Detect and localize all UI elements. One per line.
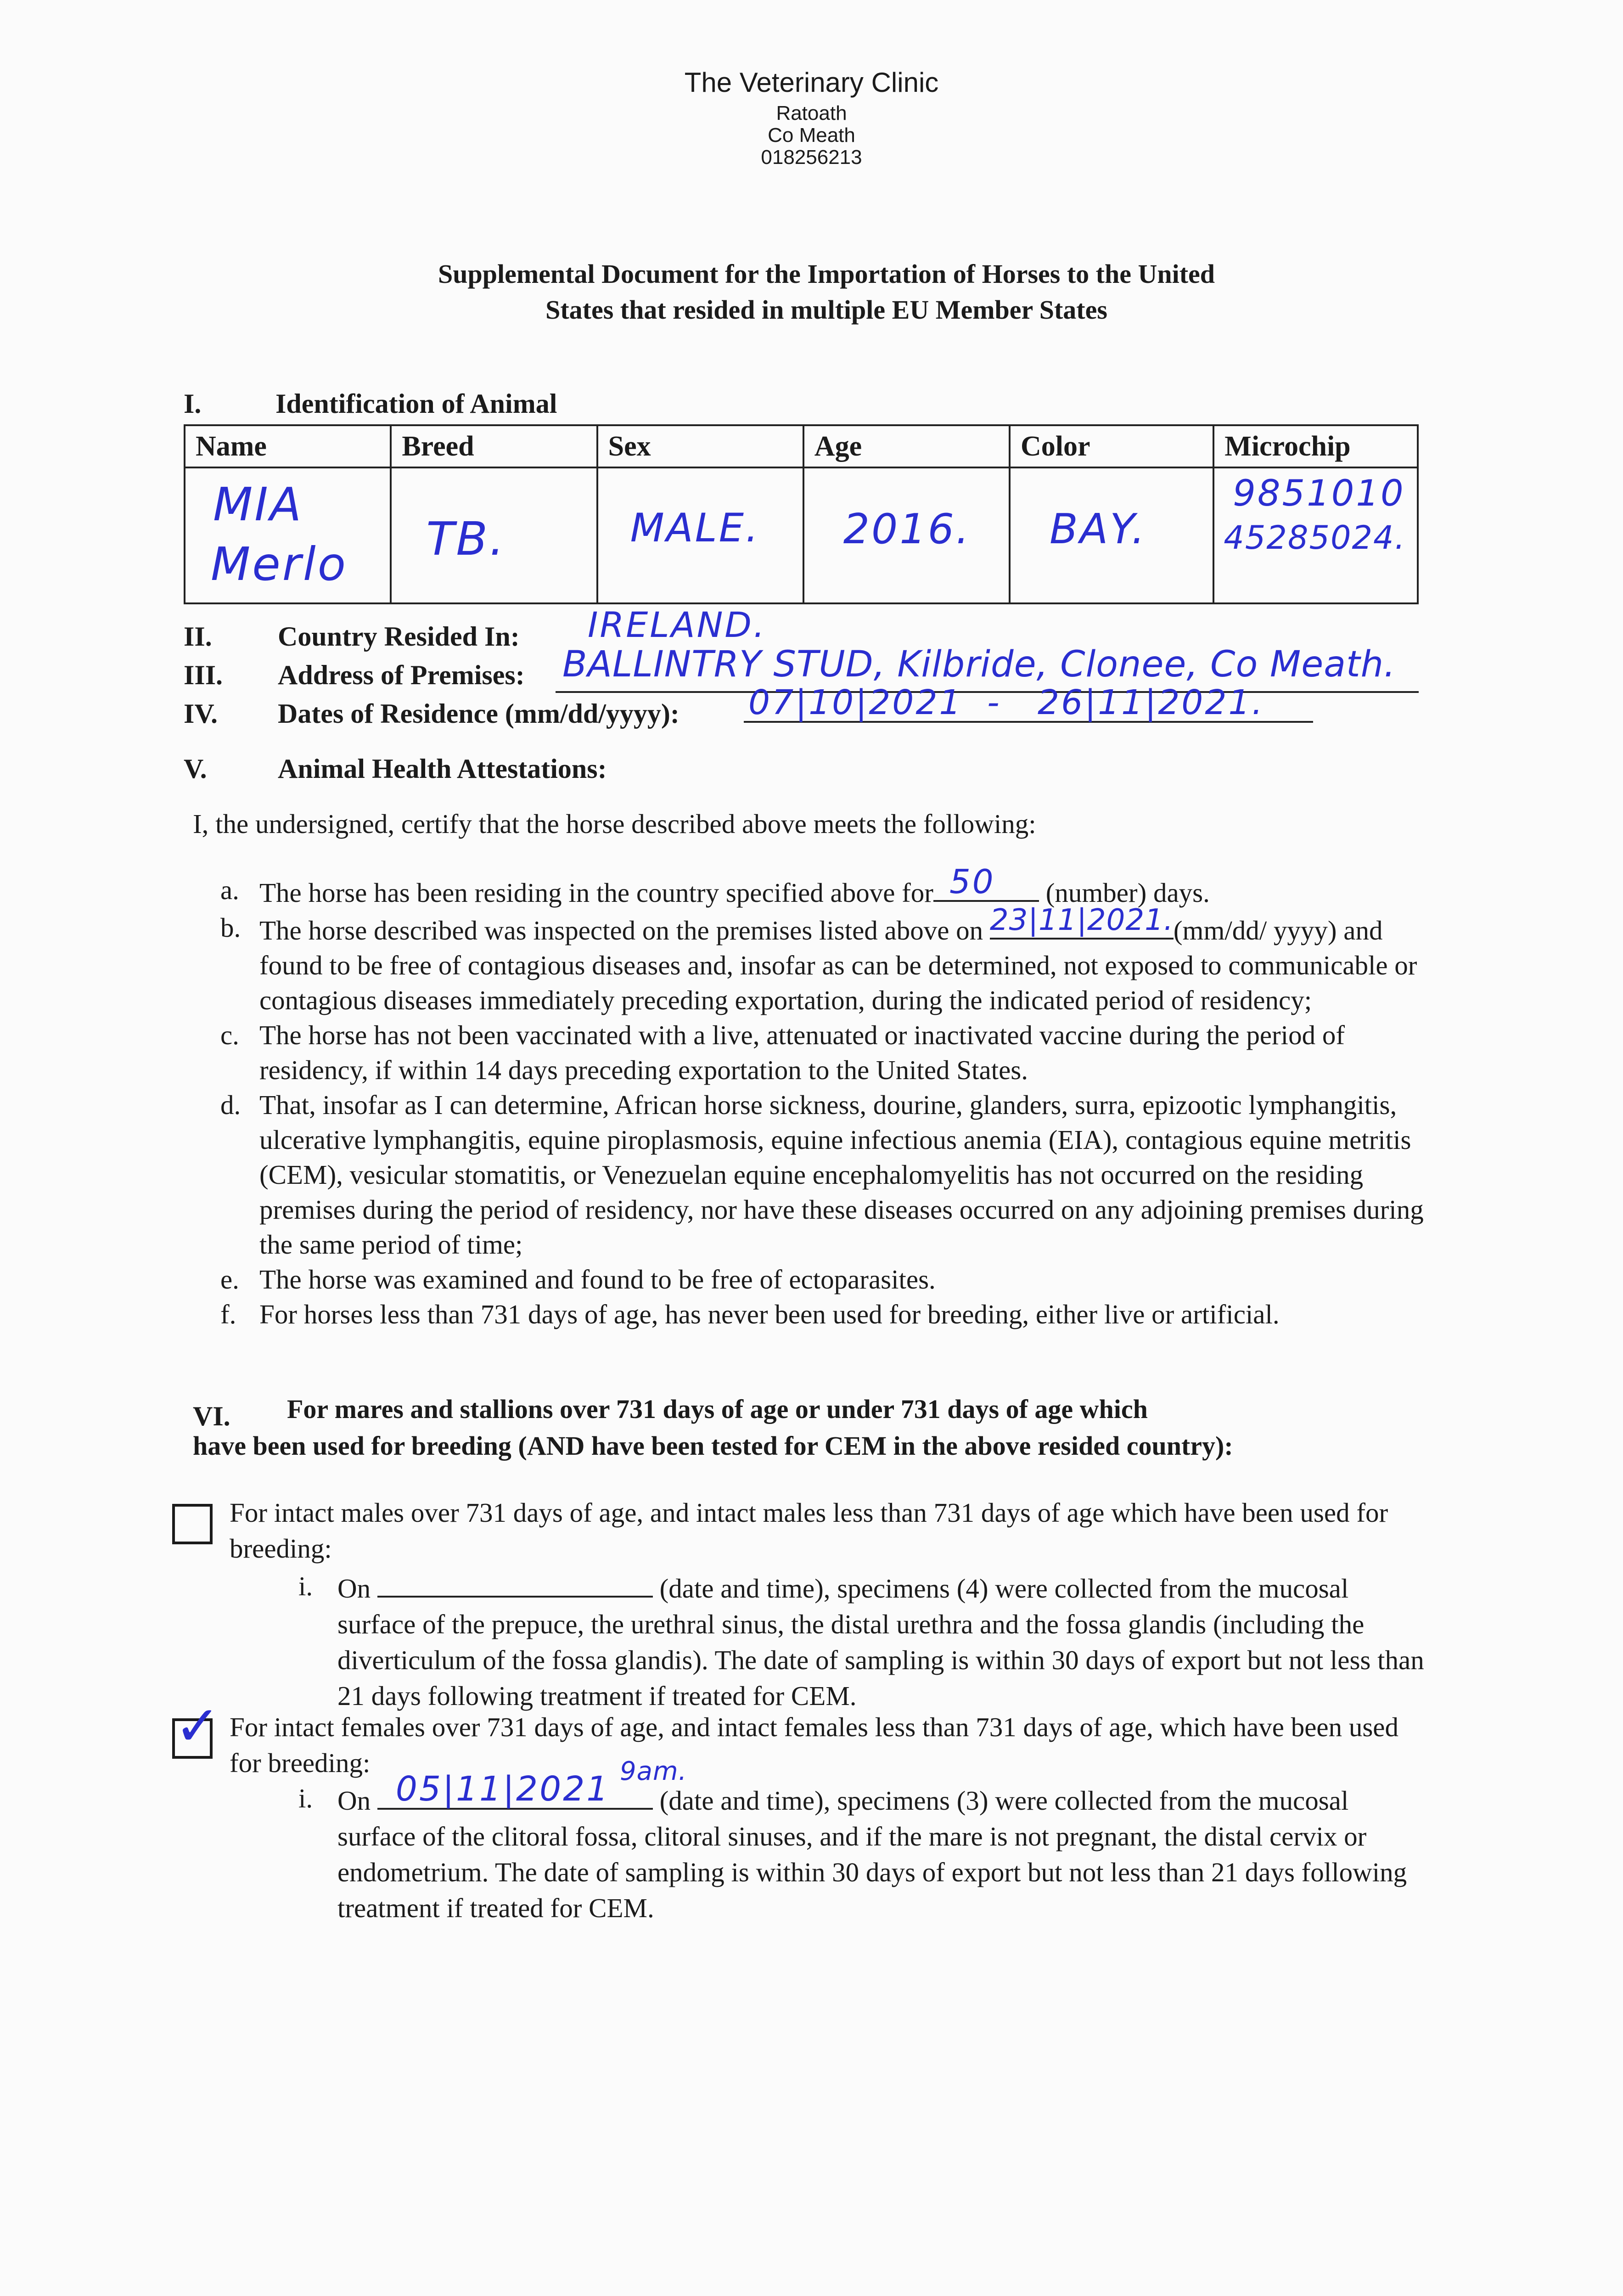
list-item-e — [220, 1262, 1432, 1297]
marker-a: a. — [220, 875, 239, 905]
item-b-rest: yyyy) and found to be free of contagious diseases and, insofar as can be determined, not exposed to communicable or contagious diseases immediately preceding exportation, during the indicated period of residency; — [259, 915, 1417, 1015]
microchip-line-2: 45285024. — [1224, 519, 1406, 557]
horse-breed: TB. — [426, 512, 506, 566]
clinic-name: The Veterinary Clinic — [684, 67, 939, 98]
marker-c: c. — [220, 1020, 239, 1050]
residence-date-separator: - — [987, 683, 1001, 722]
item-b-post: (mm/dd/ — [1173, 915, 1267, 945]
item-a-pre: The horse has been residing in the country specified above for — [259, 878, 933, 908]
section-1-heading: Identification of Animal — [275, 388, 557, 419]
horse-color: BAY. — [1049, 505, 1147, 553]
clinic-phone: 018256213 — [761, 146, 862, 169]
females-text: For intact females over 731 days of age, and intact females less than 731 days of age, which have been used for breeding: — [230, 1712, 1398, 1778]
header-microchip: Microchip — [1213, 425, 1418, 467]
list-item-b — [220, 903, 1432, 1018]
horse-sex: MALE. — [630, 505, 760, 551]
title-line-2: States that resided in multiple EU Member States — [545, 295, 1107, 325]
header-color: Color — [1010, 425, 1213, 467]
horse-name-line-2: Merlo — [211, 537, 348, 591]
table-row — [185, 467, 1418, 603]
section-4-number: IV. — [184, 698, 218, 729]
address-value: BALLINTRY STUD, Kilbride, Clonee, Co Meath. — [562, 644, 1396, 685]
residence-days-field — [933, 862, 1039, 902]
marker-f: f. — [220, 1299, 236, 1329]
residence-date-to: 26|11|2021. — [1038, 683, 1265, 722]
females-i-text-rest: mucosal surface of the clitoral fossa, clitoral sinuses, and if the mare is not pregnant, the distal cervix or endometrium. The date of sampling is within 30 days of export but not less than 21 days following treatment if treated for CEM. — [337, 1785, 1407, 1923]
marker-d: d. — [220, 1090, 241, 1120]
item-b-pre: The horse described was inspected on the premises listed above on — [259, 915, 983, 945]
males-sub-i — [298, 1568, 1432, 1714]
address-label: Address of Premises: — [278, 660, 525, 690]
section-6-number: VI. — [193, 1401, 230, 1431]
item-e-text: The horse was examined and found to be free of ectoparasites. — [259, 1264, 936, 1294]
section-3-number: III. — [184, 660, 223, 690]
list-item-f — [220, 1297, 1432, 1332]
section-6-heading-line-2: have been used for breeding (AND have been tested for CEM in the above resided country): — [193, 1431, 1233, 1461]
females-i-on: On — [337, 1785, 371, 1816]
item-a-post: (number) days. — [1045, 878, 1210, 908]
section-5-heading: Animal Health Attestations: — [278, 754, 607, 784]
microchip-line-1: 9851010 — [1233, 473, 1405, 514]
males-text: For intact males over 731 days of age, and intact males less than 731 days of age which have been used for breeding: — [230, 1497, 1388, 1564]
header-breed: Breed — [391, 425, 597, 467]
inspection-date-field — [989, 903, 1174, 940]
item-c-text: The horse has not been vaccinated with a live, attenuated or inactivated vaccine during the period of residency, if within 14 days preceding exportation to the United States. — [259, 1020, 1345, 1085]
identification-table — [184, 424, 1419, 604]
country-value: IRELAND. — [588, 604, 767, 645]
males-date-field[interactable] — [377, 1568, 653, 1598]
attestation-list — [220, 862, 1432, 1332]
males-i-text-first: (date and time), specimens (4) were collected from the — [659, 1573, 1252, 1604]
females-i-marker: i. — [298, 1783, 313, 1813]
list-item-a — [220, 862, 1432, 910]
attestation-intro: I, the undersigned, certify that the horse described above meets the following: — [193, 809, 1036, 839]
females-sampling-time: 9am. — [620, 1756, 687, 1786]
cell-breed — [391, 467, 597, 603]
females-date-value: 05|11|2021 — [395, 1769, 610, 1809]
clinic-town: Ratoath — [776, 102, 847, 124]
list-item-c — [220, 1018, 1432, 1087]
cell-color — [1010, 467, 1213, 603]
section-5-number: V. — [184, 754, 207, 784]
males-i-marker: i. — [298, 1571, 313, 1601]
list-item-d — [220, 1087, 1432, 1262]
header-name: Name — [185, 425, 391, 467]
header-sex: Sex — [597, 425, 803, 467]
inspection-date-value: 23|11|2021. — [989, 903, 1174, 937]
title-line-1: Supplemental Document for the Importation of Horses to the United — [438, 259, 1215, 289]
cell-sex — [597, 467, 803, 603]
cell-age — [803, 467, 1010, 603]
clinic-county: Co Meath — [768, 124, 855, 146]
item-d-text: That, insofar as I can determine, African horse sickness, dourine, glanders, surra, epizootic lymphangitis, ulcerative lymphangitis, equine piroplasmosis, equine infectious anemia (EIA), contagious equine metritis (CEM), vesicular stomatitis, or Venezuelan equine encephalomyelitis has not occurred on the residing premises during the period of residency, nor have these diseases occurred on any adjoining premises during the same period of time; — [259, 1090, 1424, 1260]
item-f-text: For horses less than 731 days of age, has never been used for breeding, either live or artificial. — [259, 1299, 1280, 1329]
section-6-heading-line-1: For mares and stallions over 731 days of age or under 731 days of age which — [287, 1394, 1148, 1424]
females-i-text-first: (date and time), specimens (3) were collected from the — [659, 1785, 1252, 1816]
document-title — [321, 256, 1331, 328]
males-checkbox[interactable] — [172, 1504, 213, 1544]
horse-name-line-1: MIA — [213, 478, 303, 531]
marker-e: e. — [220, 1264, 239, 1294]
header-age: Age — [803, 425, 1010, 467]
section-2-number: II. — [184, 621, 212, 652]
males-i-text-rest: mucosal surface of the prepuce, the urethral sinus, the distal urethra and the fossa glandis (including the diverticulum of the fossa glandis). The date of sampling is within 30 days of export but not less than 21 days following treatment if treated for CEM. — [337, 1573, 1424, 1711]
females-date-field[interactable] — [377, 1769, 653, 1810]
residence-date-from: 07|10|2021 — [748, 683, 963, 722]
residence-days-value: 50 — [949, 862, 995, 901]
cell-name — [185, 467, 391, 603]
cell-microchip — [1213, 467, 1418, 603]
country-label: Country Resided In: — [278, 621, 520, 652]
dates-label: Dates of Residence (mm/dd/yyyy): — [278, 698, 680, 729]
table-header-row — [185, 425, 1418, 467]
section-1-number: I. — [184, 388, 202, 419]
horse-age: 2016. — [843, 505, 971, 553]
check-mark-icon: ✓ — [174, 1694, 221, 1758]
males-i-on: On — [337, 1573, 371, 1604]
marker-b: b. — [220, 912, 241, 943]
